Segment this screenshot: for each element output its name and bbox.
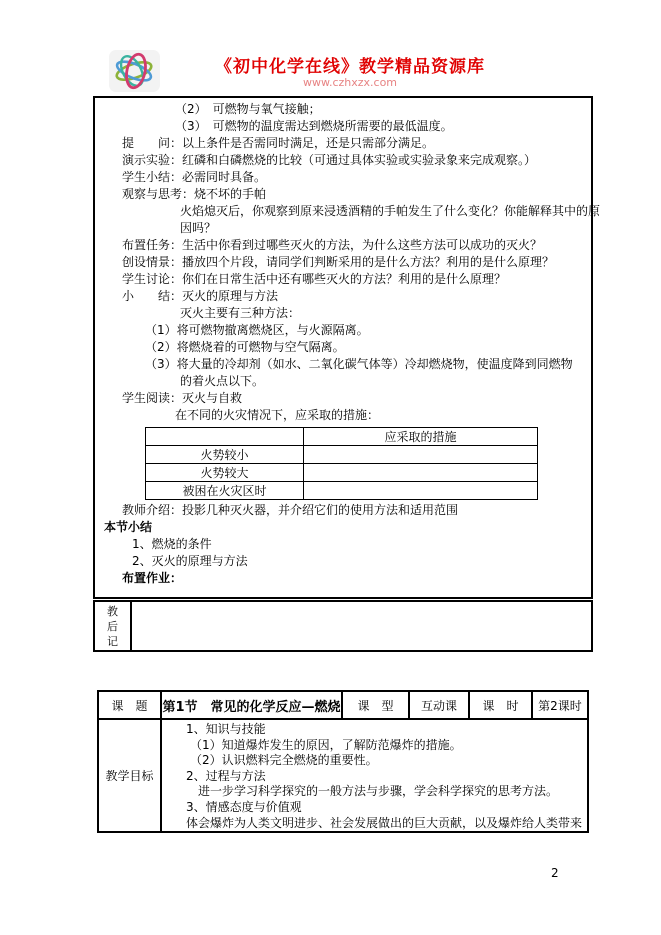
- goal-label: 教学目标: [98, 719, 161, 832]
- measures-header-empty: [146, 428, 304, 446]
- table-row: [98, 719, 588, 832]
- situation-cell: 被困在火灾区时: [146, 482, 304, 500]
- page-number: 2: [551, 866, 559, 880]
- goal-line: （1）知道爆炸发生的原因，了解防范爆炸的措施。: [190, 737, 462, 752]
- period-label: 课 时: [469, 691, 532, 719]
- topic-label: 课 题: [98, 691, 161, 719]
- doc-line: 提 问：以上条件是否需同时满足，还是只需部分满足。: [122, 136, 435, 150]
- doc-line: （3）将大量的冷却剂（如水、二氧化碳气体等）冷却燃烧物，使温度降到同燃物: [145, 357, 573, 371]
- doc-line: 2、灭火的原理与方法: [132, 554, 248, 568]
- measure-cell: [304, 482, 538, 500]
- homework-heading: 布置作业：: [122, 571, 183, 585]
- doc-line: 在不同的火灾情况下，应采取的措施：: [175, 408, 380, 422]
- doc-line: 布置任务：生活中你看到过哪些灭火的方法，为什么这些方法可以成功的灭火？: [122, 238, 543, 252]
- doc-line: （2） 可燃物与氧气接触；: [175, 102, 321, 116]
- doc-line: 灭火主要有三种方法：: [180, 306, 301, 320]
- doc-line: 火焰熄灭后，你观察到原来浸透酒精的手帕发生了什么变化？你能解释其中的原: [180, 204, 601, 218]
- note-char: 教: [107, 604, 118, 618]
- doc-line: 小 结：灭火的原理与方法: [122, 289, 279, 303]
- measures-header-measure: 应采取的措施: [304, 428, 538, 446]
- lesson-info-table: [97, 690, 589, 833]
- table-row: [146, 482, 538, 500]
- lesson-plan-box: [93, 96, 601, 599]
- doc-line: （1）将可燃物撤离燃烧区，与火源隔离。: [145, 323, 369, 337]
- goal-line: 体会爆炸为人类文明进步、社会发展做出的巨大贡献，以及爆炸给人类带来: [186, 815, 583, 830]
- doc-line: 教师介绍：投影几种灭火器，并介绍它们的使用方法和适用范围: [122, 503, 459, 517]
- site-header: [93, 44, 595, 96]
- situation-cell: 火势较小: [146, 446, 304, 464]
- goal-lines: [162, 720, 587, 831]
- lesson-title: 第1节 常见的化学反应—燃烧: [161, 691, 342, 719]
- doc-line: 演示实验：红磷和白磷燃烧的比较（可通过具体实验或实验录象来完成观察。）: [122, 153, 537, 167]
- doc-line: 创设情景：播放四个片段，请同学们判断采用的是什么方法？利用的是什么原理？: [122, 255, 555, 269]
- doc-line: 学生小结：必需同时具备。: [122, 170, 267, 184]
- goal-line: 2、过程与方法: [186, 768, 266, 783]
- lesson-plan-content: [95, 98, 601, 587]
- note-char: 后: [107, 619, 118, 633]
- goal-line: 3、情感态度与价值观: [186, 799, 302, 814]
- measures-table: [145, 427, 538, 500]
- goal-line: （2）认识燃料完全燃烧的重要性。: [190, 753, 378, 768]
- goal-content: [161, 719, 588, 832]
- table-row: [146, 464, 538, 482]
- doc-line: （2）将燃烧着的可燃物与空气隔离。: [145, 340, 345, 354]
- table-row: [146, 428, 538, 446]
- doc-line: （3） 可燃物的温度需达到燃烧所需要的最低温度。: [175, 119, 453, 133]
- doc-line: 观察与思考：烧不坏的手帕: [122, 187, 267, 201]
- measure-cell: [304, 446, 538, 464]
- doc-line: 因吗？: [180, 221, 217, 235]
- period-value: 第2课时: [532, 691, 588, 719]
- lesson-plan-footer: [95, 502, 591, 587]
- teaching-note-content: [132, 602, 591, 650]
- note-char: 记: [107, 634, 118, 648]
- type-value: 互动课: [409, 691, 469, 719]
- teaching-note-box: [93, 600, 593, 652]
- measure-cell: [304, 464, 538, 482]
- doc-line: 学生讨论：你们在日常生活中还有哪些灭火的方法？利用的是什么原理？: [122, 272, 507, 286]
- site-url: www.czhxzx.com: [302, 76, 398, 89]
- site-title: 《初中化学在线》教学精品资源库: [215, 57, 485, 77]
- doc-line: 的着火点以下。: [180, 374, 265, 388]
- type-label: 课 型: [342, 691, 409, 719]
- table-row: [146, 446, 538, 464]
- situation-cell: 火势较大: [146, 464, 304, 482]
- section-summary: 本节小结: [104, 520, 153, 534]
- doc-line: 1、燃烧的条件: [132, 537, 212, 551]
- goal-line: 进一步学习科学探究的一般方法与步骤，学会科学探究的思考方法。: [198, 784, 559, 799]
- teaching-note-label: [95, 602, 132, 650]
- doc-line: 学生阅读：灭火与自救: [122, 391, 243, 405]
- goal-line: 1、知识与技能: [186, 722, 266, 736]
- table-row: [98, 691, 588, 719]
